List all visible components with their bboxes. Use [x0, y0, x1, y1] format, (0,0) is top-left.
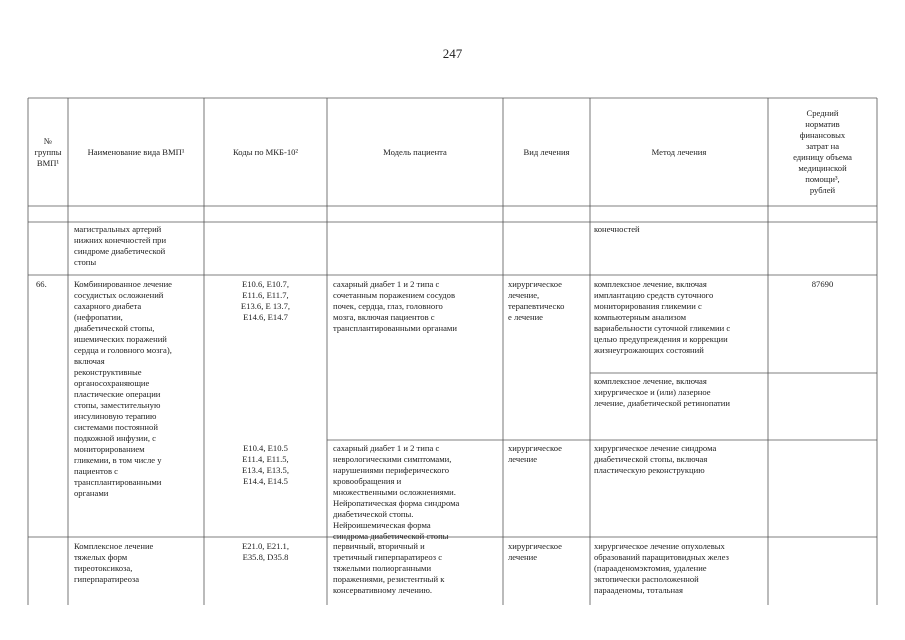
row66-sub1-method-a: комплексное лечение, включая имплантацию средств суточного мониторирования гликемии с компьютерным анализом вариабельности суточной гликемии с целью предупреждения и коррекции жизнеугрожающих состояний	[594, 279, 731, 355]
row66-cost: 87690	[811, 279, 834, 289]
cont-row-name: магистральных артерий нижних конечностей при синдроме диабетической стопы	[74, 224, 167, 267]
cont-row-method: конечностей	[594, 224, 640, 234]
row-last-model: первичный, вторичный и третичный гиперпаратиреоз с тяжелыми полиорганными поражениями, резистентный к консервативному лечению.	[333, 541, 445, 595]
row-last-name: Комплексное лечение тяжелых форм тиреотоксикоза, гиперпаратиреоза	[74, 541, 154, 584]
header-average-cost: Средний норматив финансовых затрат на единицу объема медицинской помощи³, рублей	[793, 108, 852, 195]
header-treatment-method: Метод лечения	[651, 146, 707, 157]
row66-name: Комбинированное лечение сосудистых осложнений сахарного диабета (нефропатии, диабетической стопы, ишемических поражений сердца и головного мозга), включая реконструктивные органосохраняющие пластические операции стопы, заместительную инсулиновую терапию системами постоянной подкожной инфузии, с мониторированием гликемии, в том числе у пациентов с трансплантированными органами	[74, 279, 172, 498]
row-last-treatment: хирургическое лечение	[508, 541, 562, 562]
header-group-number: № группы ВМП¹	[34, 135, 62, 168]
header-icd-codes: Коды по МКБ-10²	[232, 146, 299, 157]
row66-sub1-treatment: хирургическое лечение, терапевтическо e лечение	[508, 279, 565, 322]
row66-sub2-method: хирургическое лечение синдрома диабетической стопы, включая пластическую реконструкцию	[594, 443, 717, 475]
header-patient-model: Модель пациента	[383, 146, 447, 157]
row66-sub2-model: сахарный диабет 1 и 2 типа с неврологическими симптомами, нарушениями периферического кровообращения и множественными осложнениями. Нейропатическая форма синдрома диабетической стопы. Нейроишемическая форма синдрома диабетической стопы	[333, 443, 460, 541]
header-treatment-type: Вид лечения	[523, 146, 570, 157]
row66-sub1-codes: E10.6, E10.7, E11.6, E11.7, E13.6, E 13.7, E14.6, E14.7	[240, 279, 291, 322]
page-number: 247	[442, 46, 463, 61]
row66-number: 66.	[36, 279, 47, 289]
row66-sub1-model: сахарный диабет 1 и 2 типа с сочетанным поражением сосудов почек, сердца, глаз, головного мозга, включая пациентов с трансплантированными органами	[333, 279, 457, 333]
row66-sub1-method-b: комплексное лечение, включая хирургическое и (или) лазерное лечение, диабетической ретинопатии	[594, 376, 731, 408]
row-last-method: хирургическое лечение опухолевых образований паращитовидных желез (парааденомэктомия, удаление эктопически расположенной парааденомы, тотальная	[594, 541, 729, 595]
row66-sub2-codes: E10.4, E10.5 E11.4, E11.5, E13.4, E13.5, E14.4, E14.5	[241, 443, 290, 486]
row66-sub2-treatment: хирургическое лечение	[508, 443, 562, 464]
row-last-codes: E21.0, E21.1, E35.8, D35.8	[241, 541, 290, 562]
header-vmp-name: Наименование вида ВМП¹	[87, 146, 185, 157]
